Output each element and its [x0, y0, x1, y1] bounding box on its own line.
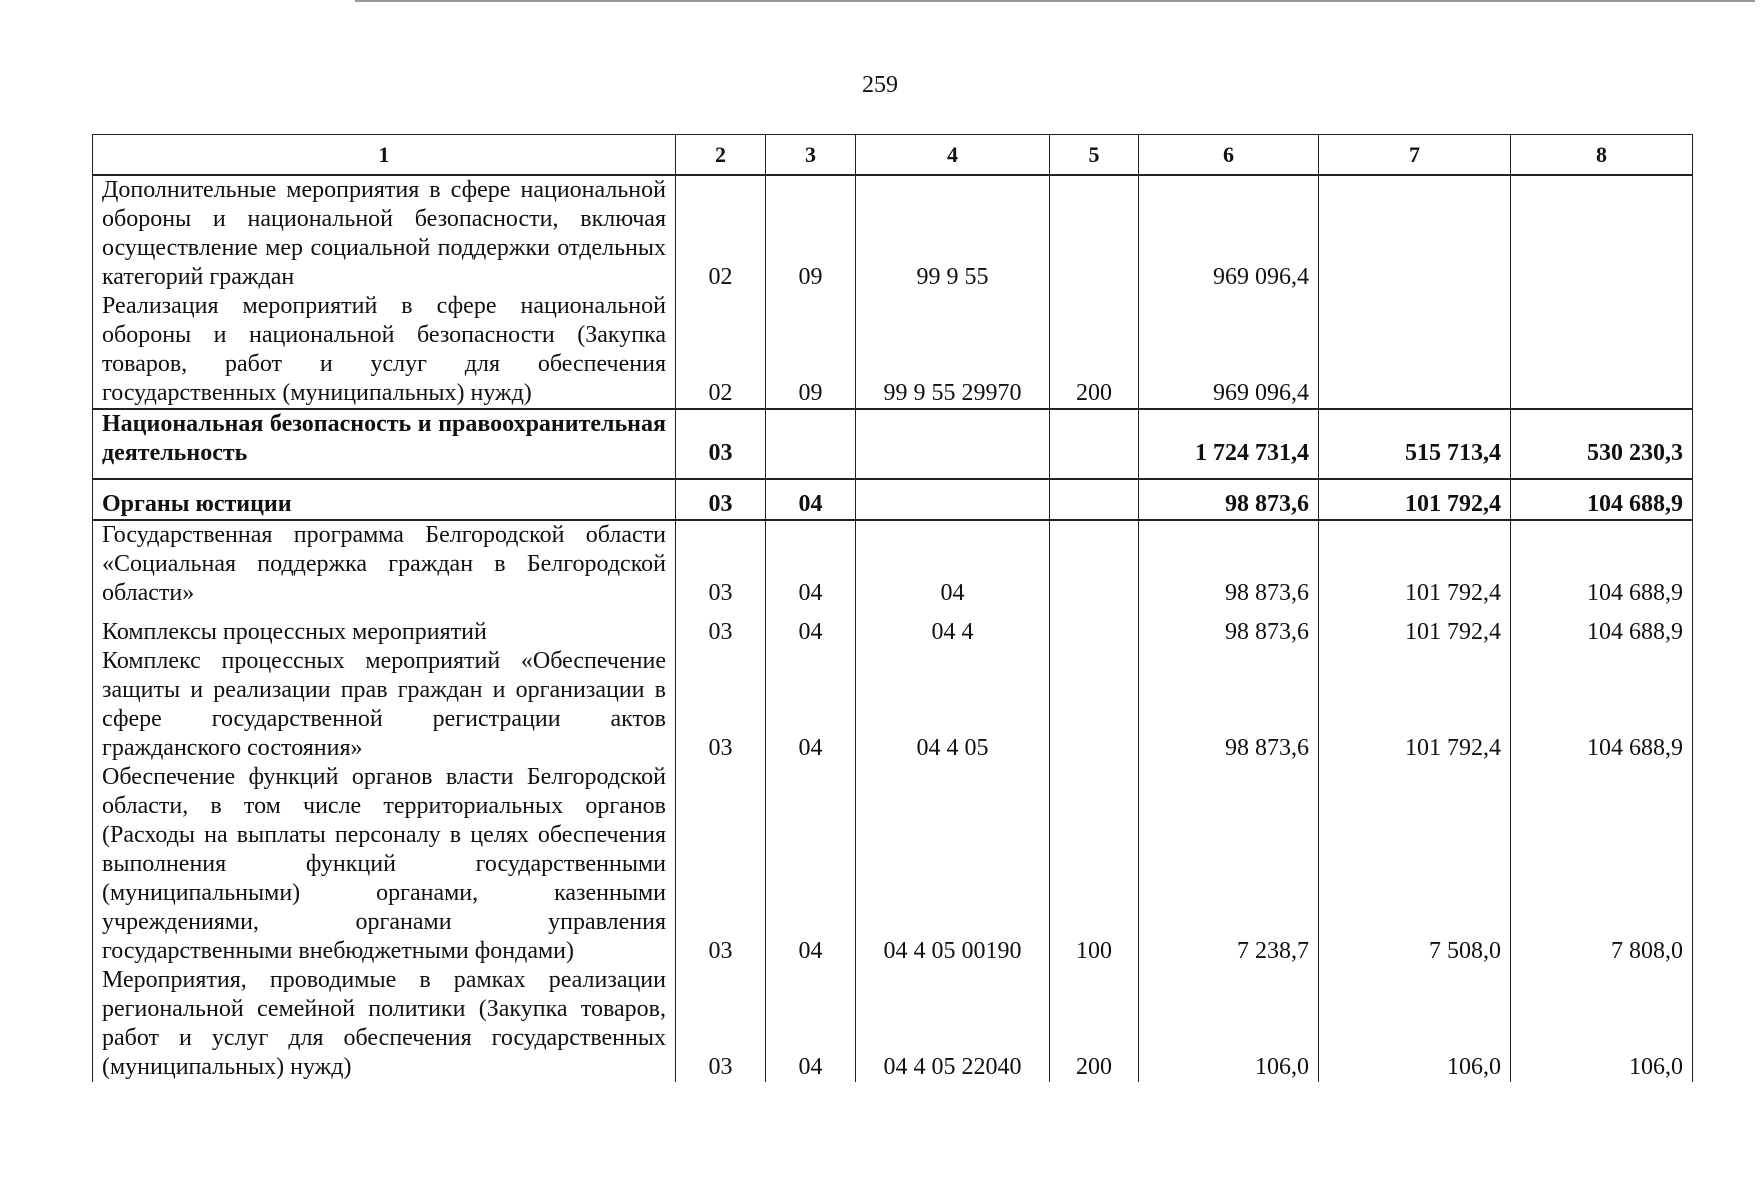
- row-amount-col7: 101 792,4: [1319, 520, 1511, 618]
- row-subsection: 04: [766, 520, 856, 618]
- row-target-article: 04 4 05 22040: [856, 966, 1050, 1082]
- row-expense-type: [1050, 409, 1139, 479]
- row-amount-col8: [1511, 175, 1693, 292]
- row-target-article: 04 4: [856, 618, 1050, 647]
- row-amount-col8: [1511, 292, 1693, 409]
- row-amount-col7: 7 508,0: [1319, 763, 1511, 966]
- row-amount-col6: 98 873,6: [1139, 618, 1319, 647]
- row-expense-type: 200: [1050, 966, 1139, 1082]
- row-amount-col8: 104 688,9: [1511, 479, 1693, 520]
- row-amount-col8: 106,0: [1511, 966, 1693, 1082]
- header-row: [93, 135, 1693, 176]
- row-amount-col8: 104 688,9: [1511, 520, 1693, 618]
- row-section: 03: [676, 618, 766, 647]
- table-row: [93, 763, 1693, 966]
- row-name: Дополнительные мероприятия в сфере национальной обороны и национальной безопасности, включая осуществление мер социальной поддержки отдельных категорий граждан: [93, 175, 676, 292]
- row-name: Мероприятия, проводимые в рамках реализации региональной семейной политики (Закупка товаров, работ и услуг для обеспечения государственных (муниципальных) нужд): [93, 966, 676, 1082]
- row-subsection: 09: [766, 292, 856, 409]
- header-col-5: 5: [1050, 135, 1139, 176]
- table-row: [93, 647, 1693, 763]
- row-expense-type: [1050, 618, 1139, 647]
- row-amount-col7: 101 792,4: [1319, 647, 1511, 763]
- row-target-article: 99 9 55: [856, 175, 1050, 292]
- row-amount-col7: 101 792,4: [1319, 618, 1511, 647]
- row-section: 02: [676, 175, 766, 292]
- row-target-article: 04: [856, 520, 1050, 618]
- row-amount-col8: 7 808,0: [1511, 763, 1693, 966]
- row-amount-col7: 101 792,4: [1319, 479, 1511, 520]
- row-section: 03: [676, 409, 766, 479]
- row-subsection: 04: [766, 763, 856, 966]
- header-col-6: 6: [1139, 135, 1319, 176]
- row-section: 03: [676, 763, 766, 966]
- row-name: Комплекс процессных мероприятий «Обеспечение защиты и реализации прав граждан и организации в сфере государственной регистрации актов гражданского состояния»: [93, 647, 676, 763]
- row-expense-type: 100: [1050, 763, 1139, 966]
- table-row-section-total: [93, 409, 1693, 479]
- row-expense-type: 200: [1050, 292, 1139, 409]
- row-amount-col8: 104 688,9: [1511, 647, 1693, 763]
- header-col-1: 1: [93, 135, 676, 176]
- table-row: [93, 292, 1693, 409]
- row-name: Национальная безопасность и правоохранительная деятельность: [93, 409, 676, 479]
- header-col-3: 3: [766, 135, 856, 176]
- row-section: 03: [676, 479, 766, 520]
- row-expense-type: [1050, 175, 1139, 292]
- table-row: [93, 520, 1693, 618]
- row-subsection: 04: [766, 618, 856, 647]
- row-target-article: [856, 479, 1050, 520]
- row-name: Государственная программа Белгородской области «Социальная поддержка граждан в Белгородской области»: [93, 520, 676, 618]
- row-amount-col7: [1319, 292, 1511, 409]
- row-amount-col8: 530 230,3: [1511, 409, 1693, 479]
- row-subsection: 04: [766, 647, 856, 763]
- row-amount-col6: 1 724 731,4: [1139, 409, 1319, 479]
- row-target-article: 99 9 55 29970: [856, 292, 1050, 409]
- row-target-article: 04 4 05: [856, 647, 1050, 763]
- row-amount-col7: 106,0: [1319, 966, 1511, 1082]
- row-subsection: 09: [766, 175, 856, 292]
- row-amount-col7: [1319, 175, 1511, 292]
- table-row: [93, 966, 1693, 1082]
- row-name: Органы юстиции: [93, 479, 676, 520]
- row-section: 02: [676, 292, 766, 409]
- row-amount-col7: 515 713,4: [1319, 409, 1511, 479]
- row-amount-col6: 969 096,4: [1139, 292, 1319, 409]
- header-col-7: 7: [1319, 135, 1511, 176]
- row-target-article: 04 4 05 00190: [856, 763, 1050, 966]
- scan-top-line: [355, 0, 1755, 2]
- row-amount-col6: 98 873,6: [1139, 520, 1319, 618]
- row-expense-type: [1050, 479, 1139, 520]
- row-subsection: 04: [766, 479, 856, 520]
- row-amount-col6: 98 873,6: [1139, 479, 1319, 520]
- row-amount-col6: 98 873,6: [1139, 647, 1319, 763]
- row-name: Комплексы процессных мероприятий: [93, 618, 676, 647]
- row-section: 03: [676, 520, 766, 618]
- row-subsection: [766, 409, 856, 479]
- row-name: Реализация мероприятий в сфере национальной обороны и национальной безопасности (Закупка товаров, работ и услуг для обеспечения государственных (муниципальных) нужд): [93, 292, 676, 409]
- row-amount-col6: 106,0: [1139, 966, 1319, 1082]
- row-expense-type: [1050, 647, 1139, 763]
- row-section: 03: [676, 966, 766, 1082]
- header-col-8: 8: [1511, 135, 1693, 176]
- row-expense-type: [1050, 520, 1139, 618]
- row-amount-col6: 7 238,7: [1139, 763, 1319, 966]
- row-amount-col6: 969 096,4: [1139, 175, 1319, 292]
- table-row: [93, 618, 1693, 647]
- table-row: [93, 175, 1693, 292]
- row-section: 03: [676, 647, 766, 763]
- row-name: Обеспечение функций органов власти Белгородской области, в том числе территориальных органов (Расходы на выплаты персоналу в целях обеспечения выполнения функций государственными (муниципальными) органами, казенными учреждениями, органами управления государственными внебюджетными фондами): [93, 763, 676, 966]
- header-col-4: 4: [856, 135, 1050, 176]
- row-subsection: 04: [766, 966, 856, 1082]
- table-row-subsection-total: [93, 479, 1693, 520]
- row-amount-col8: 104 688,9: [1511, 618, 1693, 647]
- row-target-article: [856, 409, 1050, 479]
- budget-table: [92, 134, 1693, 1082]
- header-col-2: 2: [676, 135, 766, 176]
- page-number: 259: [862, 72, 898, 98]
